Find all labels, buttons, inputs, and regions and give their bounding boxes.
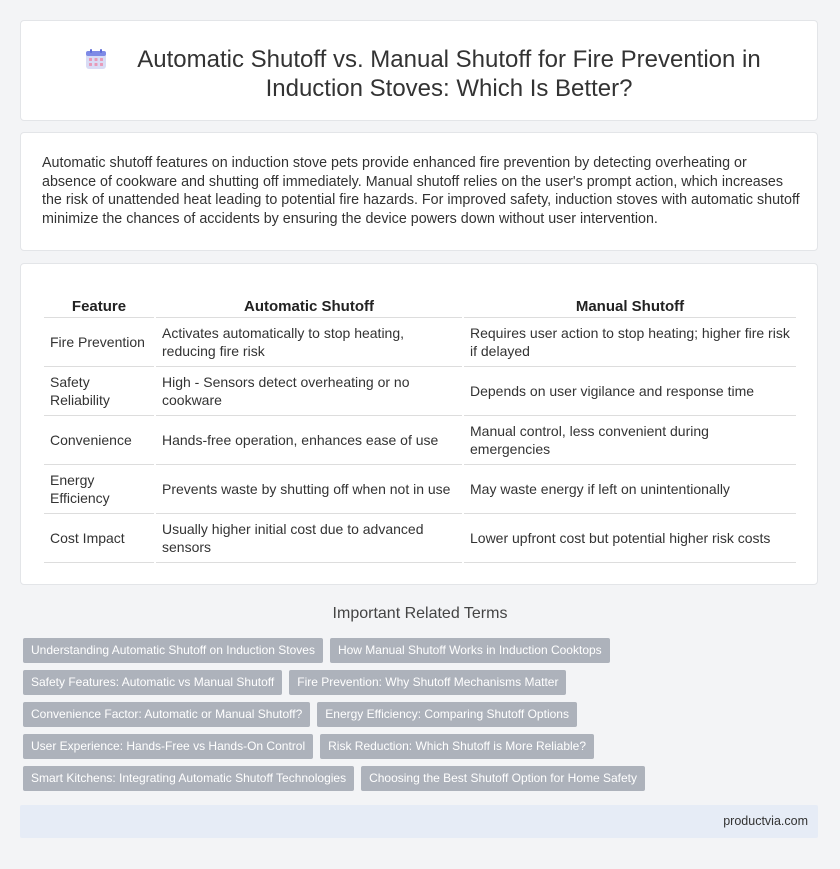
automatic-cell: Activates automatically to stop heating, reducing fire risk (156, 318, 462, 367)
intro-card (20, 132, 818, 251)
feature-cell: Safety Reliability (44, 367, 154, 416)
related-tag[interactable]: User Experience: Hands-Free vs Hands-On Control (23, 734, 313, 759)
manual-cell: Manual control, less convenient during emergencies (464, 416, 796, 465)
manual-cell: Depends on user vigilance and response time (464, 367, 796, 416)
automatic-cell: Usually higher initial cost due to advanced sensors (156, 514, 462, 563)
manual-cell: Requires user action to stop heating; higher fire risk if delayed (464, 318, 796, 367)
related-tag[interactable]: Smart Kitchens: Integrating Automatic Shutoff Technologies (23, 766, 354, 791)
related-terms-title: Important Related Terms (332, 605, 508, 622)
calendar-icon (85, 48, 107, 70)
title-card (20, 20, 818, 121)
related-tag-row (23, 734, 601, 759)
automatic-cell: Prevents waste by shutting off when not in use (156, 465, 462, 514)
table-row (44, 465, 796, 514)
comparison-table (42, 295, 798, 563)
related-tag-row (23, 638, 617, 663)
automatic-cell: Hands-free operation, enhances ease of use (156, 416, 462, 465)
footer-site-link[interactable]: productvia.com (723, 814, 808, 828)
table-header-row (44, 295, 796, 318)
related-tag[interactable]: Choosing the Best Shutoff Option for Home Safety (361, 766, 645, 791)
header-automatic: Automatic Shutoff (156, 295, 462, 318)
related-tag[interactable]: Energy Efficiency: Comparing Shutoff Options (317, 702, 577, 727)
manual-cell: May waste energy if left on unintentionally (464, 465, 796, 514)
table-row (44, 367, 796, 416)
comparison-card (20, 263, 818, 585)
table-row (44, 318, 796, 367)
feature-cell: Energy Efficiency (44, 465, 154, 514)
related-tag[interactable]: Understanding Automatic Shutoff on Induction Stoves (23, 638, 323, 663)
table-row (44, 416, 796, 465)
automatic-cell: High - Sensors detect overheating or no cookware (156, 367, 462, 416)
related-tag-row (23, 670, 573, 695)
table-row (44, 514, 796, 563)
page-title: Automatic Shutoff vs. Manual Shutoff for Fire Prevention in Induction Stoves: Which Is Better? (137, 46, 761, 102)
manual-cell: Lower upfront cost but potential higher risk costs (464, 514, 796, 563)
related-tag[interactable]: How Manual Shutoff Works in Induction Cooktops (330, 638, 610, 663)
related-tag[interactable]: Safety Features: Automatic vs Manual Shutoff (23, 670, 282, 695)
footer (20, 805, 818, 838)
related-tag-row (23, 766, 652, 791)
related-tag[interactable]: Fire Prevention: Why Shutoff Mechanisms Matter (289, 670, 566, 695)
feature-cell: Fire Prevention (44, 318, 154, 367)
related-tag-row (23, 702, 584, 727)
header-feature: Feature (44, 295, 154, 318)
related-tag[interactable]: Risk Reduction: Which Shutoff is More Reliable? (320, 734, 594, 759)
header-manual: Manual Shutoff (464, 295, 796, 318)
related-tag[interactable]: Convenience Factor: Automatic or Manual Shutoff? (23, 702, 310, 727)
feature-cell: Convenience (44, 416, 154, 465)
intro-paragraph: Automatic shutoff features on induction stove pets provide enhanced fire prevention by detecting overheating or absence of cookware and shutting off immediately. Manual shutoff relies on the user's prompt action, which increases the risk of unattended heat leading to potential fire hazards. For improved safety, induction stoves with automatic shutoff minimize the chances of accidents by ensuring the device powers down without user intervention. (42, 155, 800, 227)
feature-cell: Cost Impact (44, 514, 154, 563)
